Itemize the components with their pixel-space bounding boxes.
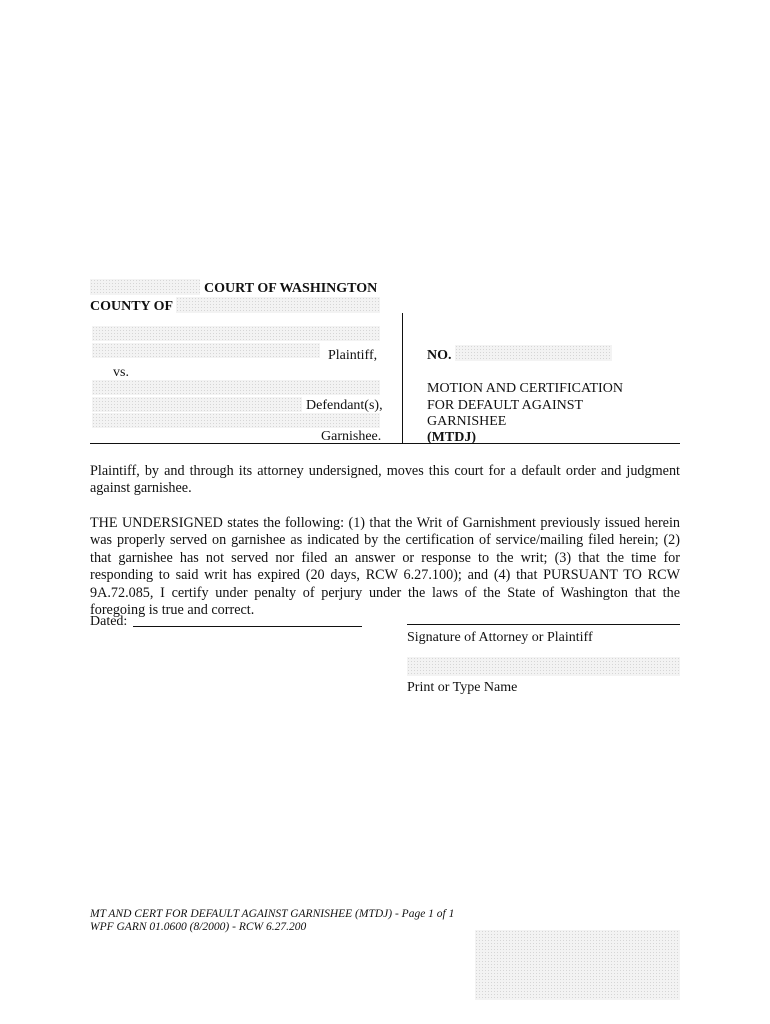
print-name-field[interactable]: [407, 657, 680, 676]
plaintiff-name-field-1[interactable]: [92, 326, 380, 341]
case-number-field[interactable]: [455, 345, 612, 361]
signature-line[interactable]: [407, 624, 680, 625]
signature-label: Signature of Attorney or Plaintiff: [407, 630, 593, 645]
vs-label: vs.: [113, 365, 129, 380]
case-no-label: NO.: [427, 348, 452, 363]
certification-paragraph: THE UNDERSIGNED states the following: (1) that the Writ of Garnishment previously issued herein was properly served on garnishee as indicated by the certification of service/mailing filed herein; (2) that garnishee has not served nor filed an answer or response to the writ; (3) that the time for responding to said writ has expired (20 days, RCW 6.27.100); and (4) that PURSUANT TO RCW 9A.72.085, I certify under penalty of perjury under the laws of the State of Washington that the foregoing is true and correct.: [90, 515, 680, 619]
print-name-label: Print or Type Name: [407, 680, 518, 695]
court-title: COURT OF WASHINGTON: [204, 281, 378, 296]
caption-bottom-rule: [90, 443, 680, 444]
county-name-field[interactable]: [176, 297, 380, 313]
garnishee-label: Garnishee.: [321, 429, 382, 444]
dated-label: Dated:: [90, 614, 128, 629]
motion-title-line-1: MOTION AND CERTIFICATION: [427, 381, 623, 396]
motion-paragraph: Plaintiff, by and through its attorney undersigned, moves this court for a default order and judgment against garnishee.: [90, 463, 680, 497]
motion-title-line-3: GARNISHEE: [427, 414, 507, 429]
court-name-field[interactable]: [90, 279, 200, 295]
form-code: (MTDJ): [427, 430, 476, 445]
plaintiff-name-field-2[interactable]: [92, 343, 320, 358]
dated-line[interactable]: [133, 626, 362, 627]
plaintiff-label: Plaintiff,: [328, 348, 378, 363]
footer-line-2: WPF GARN 01.0600 (8/2000) - RCW 6.27.200: [90, 921, 307, 933]
motion-title-line-2: FOR DEFAULT AGAINST: [427, 398, 584, 413]
defendant-label: Defendant(s),: [306, 398, 383, 413]
garnishee-name-field[interactable]: [92, 413, 380, 428]
footer-stamp-field[interactable]: [475, 930, 680, 1000]
county-label: COUNTY OF: [90, 299, 174, 314]
footer-line-1: MT AND CERT FOR DEFAULT AGAINST GARNISHEE (MTDJ) - Page 1 of 1: [90, 908, 455, 920]
defendant-name-field-2[interactable]: [92, 397, 302, 412]
caption-vertical-divider: [402, 313, 403, 444]
defendant-name-field-1[interactable]: [92, 380, 380, 395]
